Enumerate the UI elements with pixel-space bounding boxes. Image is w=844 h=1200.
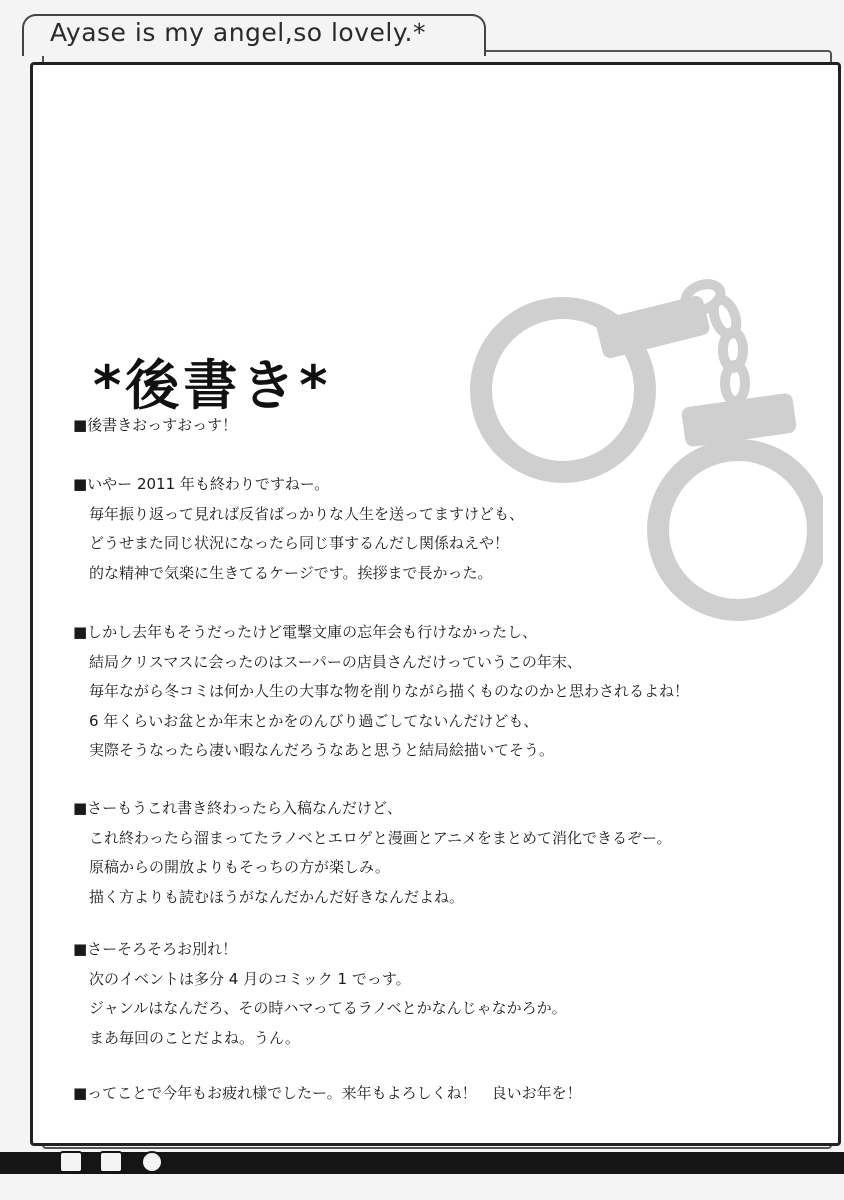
circle-logo-icon (56, 1148, 176, 1176)
header-title: Ayase is my angel,so lovely.* (50, 18, 426, 47)
text-line: 次のイベントは多分 4 月のコミック 1 でっす。 (89, 969, 411, 988)
text-line: 原稿からの開放よりもそっちの方が楽しみ。 (89, 858, 390, 876)
paragraph-2 (73, 470, 524, 588)
text-line: ■しかし去年もそうだったけど電撃文庫の忘年会も行けなかったし、 (73, 623, 538, 641)
paragraph-3 (73, 618, 689, 766)
content-panel (30, 62, 841, 1146)
text-line: どうせまた同じ状況になったら同じ事するんだし関係ねえや！ (89, 534, 510, 552)
text-line: ■さーもうこれ書き終わったら入稿なんだけど、 (73, 799, 403, 817)
text-line: これ終わったら溜まってたラノベとエロゲと漫画とアニメをまとめて消化できるぞー。 (89, 828, 672, 847)
text-line: 描く方よりも読むほうがなんだかんだ好きなんだよね。 (89, 887, 465, 906)
paragraph-1 (73, 411, 237, 441)
text-line: ジャンルはなんだろ、その時ハマってるラノベとかなんじゃなかろか。 (89, 999, 567, 1017)
text-line: ■さーそろそろお別れ！ (73, 940, 238, 958)
text-line: ■いやー 2011 年も終わりですねー。 (73, 475, 330, 493)
text-line: 毎年ながら冬コミは何か人生の大事な物を削りながら描くものなのかと思わされるよね！ (89, 682, 690, 700)
text-line: 毎年振り返って見れば反省ばっかりな人生を送ってますけども、 (89, 504, 525, 523)
handcuff-lock-right (681, 392, 797, 447)
page-heading: *後書き* (93, 354, 332, 417)
paragraph-5 (73, 935, 567, 1053)
text-line: ■ってことで今年もお疲れ様でしたー。来年もよろしくね！ 良いお年を！ (73, 1084, 582, 1102)
text-line: 的な精神で気楽に生きてるケージです。挨拶まで長かった。 (89, 563, 493, 582)
text-line: ■後書きおっすおっす！ (73, 416, 238, 434)
handcuff-ring-right (658, 450, 818, 610)
paragraph-6 (73, 1079, 582, 1109)
handcuff-lock-left (595, 294, 711, 359)
text-line: 6 年くらいお盆とか年末とかをのんびり過ごしてないんだけども、 (89, 711, 539, 730)
paragraph-4 (73, 794, 671, 912)
text-line: 結局クリスマスに会ったのはスーパーの店員さんだけっていうこの年末、 (89, 652, 582, 671)
text-line: まあ毎回のことだよね。うん。 (89, 1028, 300, 1047)
text-line: 実際そうなったら凄い暇なんだろうなあと思うと結局絵描いてそう。 (89, 741, 555, 759)
